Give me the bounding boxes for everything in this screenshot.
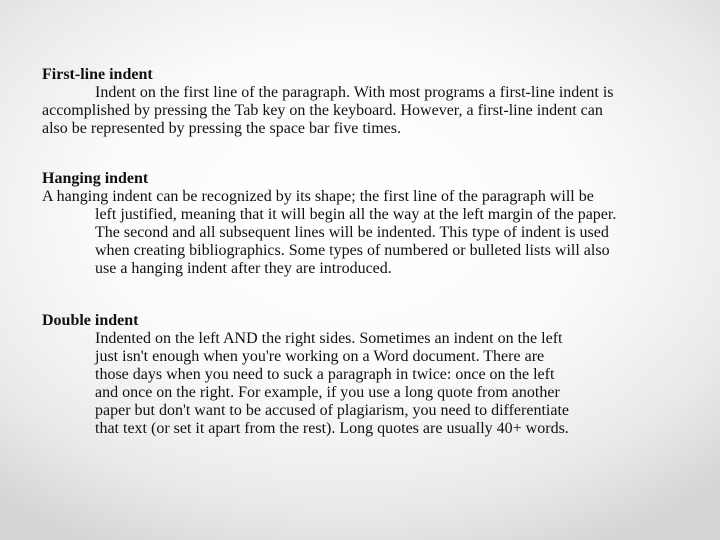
paragraph-line: those days when you need to suck a paragraph in twice: once on the left	[95, 366, 555, 383]
paragraph-line: that text (or set it apart from the rest). Long quotes are usually 40+ words.	[95, 420, 569, 437]
paragraph-line: left justified, meaning that it will begin all the way at the left margin of the paper.	[95, 206, 617, 223]
section-heading: Hanging indent	[42, 170, 149, 187]
paragraph-line: use a hanging indent after they are introduced.	[95, 260, 392, 277]
paragraph-line: paper but don't want to be accused of plagiarism, you need to differentiate	[95, 402, 569, 419]
paragraph-line: and once on the right. For example, if you use a long quote from another	[95, 384, 560, 401]
paragraph-line: also be represented by pressing the space bar five times.	[42, 120, 401, 137]
paragraph-line: just isn't enough when you're working on a Word document. There are	[95, 348, 545, 365]
section-heading: Double indent	[42, 312, 139, 329]
paragraph-line: accomplished by pressing the Tab key on the keyboard. However, a first-line indent can	[42, 102, 603, 119]
section-hanging-indent	[42, 170, 682, 278]
paragraph-line: Indented on the left AND the right sides. Sometimes an indent on the left	[95, 330, 563, 347]
paragraph-line: The second and all subsequent lines will be indented. This type of indent is used	[95, 224, 609, 241]
section-double-indent	[42, 312, 682, 438]
paragraph-line: when creating bibliographics. Some types of numbered or bulleted lists will also	[95, 242, 610, 259]
paragraph-line: Indent on the first line of the paragraph. With most programs a first-line indent is	[95, 84, 614, 101]
section-heading: First-line indent	[42, 66, 153, 83]
paragraph-line: A hanging indent can be recognized by its shape; the first line of the paragraph will be	[42, 188, 594, 205]
section-first-line-indent	[42, 66, 682, 138]
